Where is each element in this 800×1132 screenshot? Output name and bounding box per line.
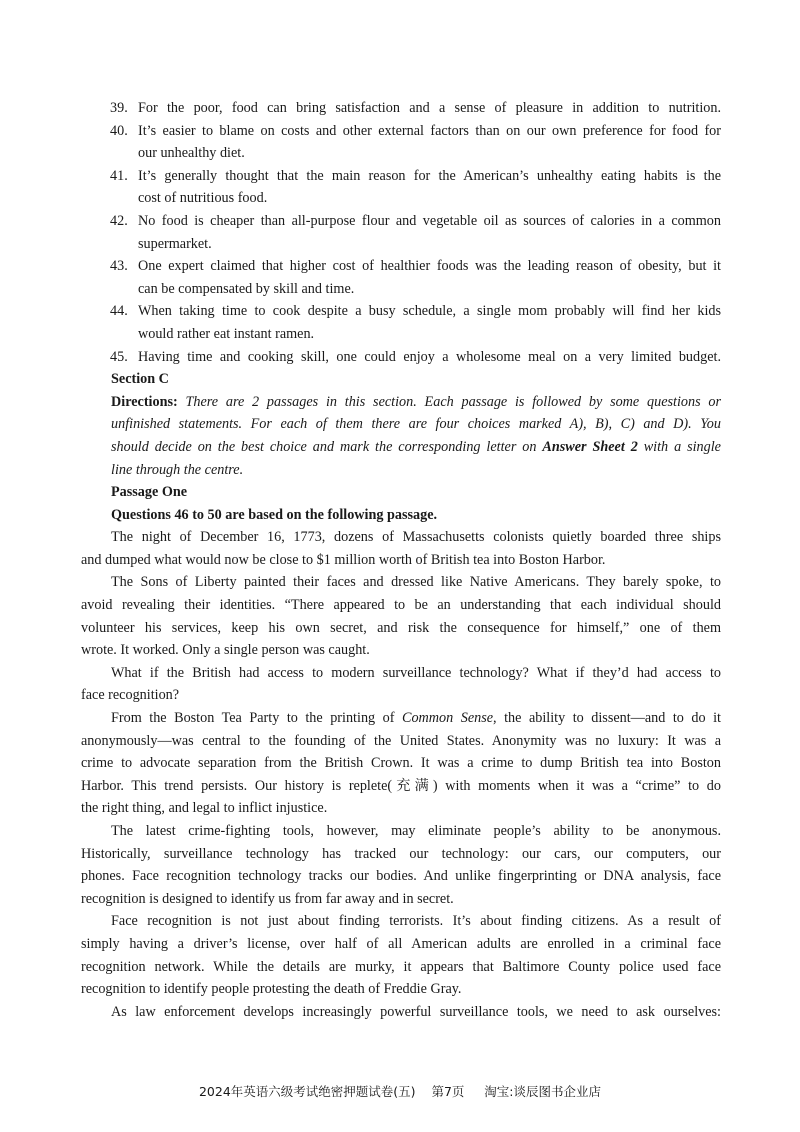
statement-text: It’s easier to blame on costs and other external factors than on our own preference for food for xyxy=(138,122,721,139)
paragraph-4-line-2: anonymously—was central to the founding of the United States. Anonymity was no luxury: It was a xyxy=(81,732,721,749)
paragraph-5-line-4: recognition is designed to identify us from far away and in secret. xyxy=(81,890,454,907)
statement-44 xyxy=(81,300,721,323)
statement-41 xyxy=(81,165,721,188)
passage-title: Passage One xyxy=(111,484,188,501)
paragraph-4-line-1 xyxy=(81,707,721,730)
directions-line-2: unfinished statements. For each of them there are four choices marked A), B), C) and D). You xyxy=(111,416,721,433)
directions-label: Directions: xyxy=(111,393,178,410)
directions-text: with a single xyxy=(637,438,721,455)
statement-number: 43. xyxy=(110,258,128,275)
footer-exam-title: 2024年英语六级考试绝密押题试卷(五) xyxy=(198,1084,416,1099)
paragraph-4-line-3: crime to advocate separation from the British Crown. It was a crime to dump British tea into Boston xyxy=(81,755,721,772)
statement-text: Having time and cooking skill, one could enjoy a wholesome meal on a very limited budget. xyxy=(138,348,721,365)
section-title: Section C xyxy=(111,371,169,388)
paragraph-6-line-3: recognition network. While the details are murky, it appears that Baltimore County police used face xyxy=(81,958,721,975)
statement-number: 41. xyxy=(110,167,128,184)
statement-44-cont: would rather eat instant ramen. xyxy=(138,325,315,342)
paragraph-text: From the Boston Tea Party to the printing of xyxy=(111,710,402,727)
paragraph-5-line-2: Historically, surveillance technology has tracked our technology: our cars, our computers, our xyxy=(81,845,721,862)
paragraph-3-line-1: What if the British had access to modern surveillance technology? What if they’d had access to xyxy=(111,664,721,681)
statement-41-cont: cost of nutritious food. xyxy=(138,190,268,207)
statement-text: It’s generally thought that the main reason for the American’s unhealthy eating habits is the xyxy=(138,167,721,184)
questions-heading: Questions 46 to 50 are based on the following passage. xyxy=(111,506,438,523)
statement-number: 39. xyxy=(110,100,128,116)
statement-text: One expert claimed that higher cost of healthier foods was the leading reason of obesity, but it xyxy=(138,258,721,275)
paragraph-4-line-4: Harbor. This trend persists. Our history is replete(充满) with moments when it was a “crime” to do xyxy=(81,777,721,794)
page-footer xyxy=(0,1082,800,1100)
directions-line-1 xyxy=(81,391,721,414)
paragraph-2-line-2: avoid revealing their identities. “There appeared to be an understanding that each individual should xyxy=(81,597,721,614)
directions-text: There are 2 passages in this section. Each passage is followed by some questions or xyxy=(185,393,722,410)
paragraph-2-line-3: volunteer his services, keep his own secret, and risk the consequence for himself,” one of them xyxy=(81,619,721,636)
footer-page-number: 第7页 xyxy=(431,1084,465,1099)
book-title: Common Sense xyxy=(401,710,494,727)
paragraph-7-line-1: As law enforcement develops increasingly powerful surveillance tools, we need to ask ourselves: xyxy=(111,1003,721,1020)
statement-text: When taking time to cook despite a busy schedule, a single mom probably will find her kids xyxy=(138,303,721,320)
paragraph-5-line-1: The latest crime-fighting tools, however, may eliminate people’s ability to be anonymous. xyxy=(111,823,721,839)
paragraph-1-line-1: The night of December 16, 1773, dozens of Massachusetts colonists quietly boarded three ships xyxy=(111,529,721,546)
statement-number: 45. xyxy=(110,348,128,365)
statement-text: For the poor, food can bring satisfaction and a sense of pleasure in addition to nutrition. xyxy=(138,100,721,116)
statement-42 xyxy=(81,210,721,233)
statement-42-cont: supermarket. xyxy=(138,235,212,252)
statement-number: 40. xyxy=(110,122,128,139)
answer-sheet-ref: Answer Sheet 2 xyxy=(542,438,638,455)
statement-39 xyxy=(81,97,721,120)
directions-line-4: line through the centre. xyxy=(111,461,244,478)
statement-40 xyxy=(81,120,721,143)
paragraph-6-line-4: recognition to identify people protesting the death of Freddie Gray. xyxy=(81,981,462,998)
statement-43-cont: can be compensated by skill and time. xyxy=(138,280,355,297)
paragraph-4-line-5: the right thing, and legal to inflict injustice. xyxy=(81,800,328,817)
document-page xyxy=(81,97,721,1023)
paragraph-2-line-1: The Sons of Liberty painted their faces and dressed like Native Americans. They barely spoke, to xyxy=(111,574,721,591)
statement-40-cont: our unhealthy diet. xyxy=(138,145,245,162)
paragraph-3-line-2: face recognition? xyxy=(81,687,180,704)
statement-number: 44. xyxy=(110,303,128,320)
statement-number: 42. xyxy=(110,212,128,229)
statement-43 xyxy=(81,255,721,278)
footer-shop: 淘宝:谈辰图书企业店 xyxy=(484,1084,602,1099)
paragraph-5-line-3: phones. Face recognition technology tracks our bodies. And unlike fingerprinting or DNA analysis, face xyxy=(81,868,721,885)
paragraph-1-line-2: and dumped what would now be close to $1 million worth of British tea into Boston Harbor. xyxy=(81,551,606,568)
paragraph-2-line-4: wrote. It worked. Only a single person was caught. xyxy=(81,642,370,659)
paragraph-text: , the ability to dissent—and to do it xyxy=(493,710,721,727)
directions-line-3 xyxy=(81,436,721,459)
statement-text: No food is cheaper than all-purpose flour and vegetable oil as sources of calories in a common xyxy=(138,212,721,229)
statement-45 xyxy=(81,346,721,369)
paragraph-6-line-2: simply having a driver’s license, over half of all American adults are enrolled in a criminal face xyxy=(81,935,721,952)
directions-text: should decide on the best choice and mark the corresponding letter on xyxy=(111,438,543,455)
paragraph-6-line-1: Face recognition is not just about finding terrorists. It’s about finding citizens. As a result of xyxy=(111,913,721,930)
